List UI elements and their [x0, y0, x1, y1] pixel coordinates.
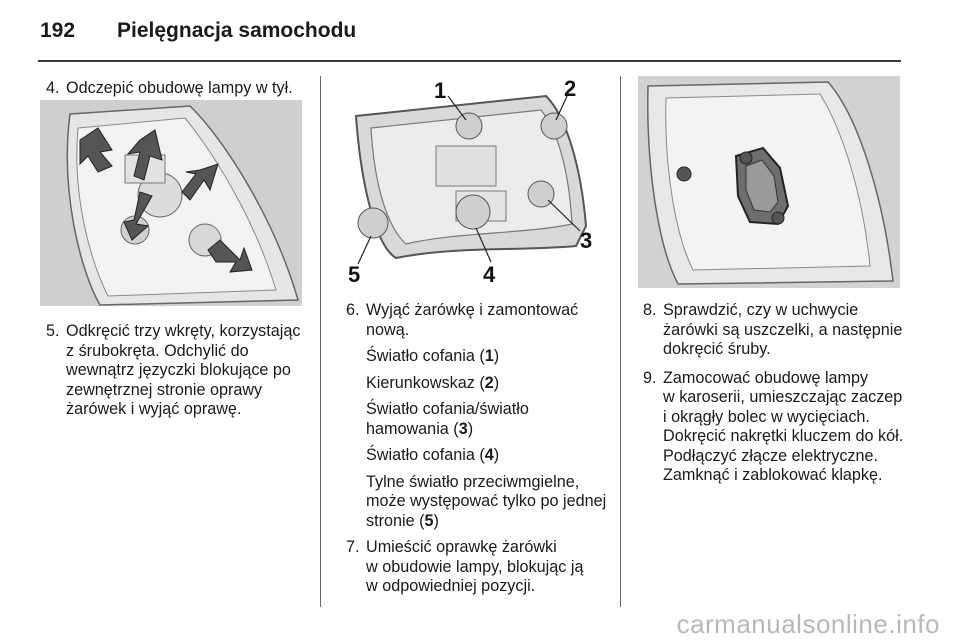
step-4: [46, 79, 314, 99]
column-1-step-4: [46, 79, 314, 99]
step-text-line: Podłączyć złącze elektryczne.: [663, 446, 879, 465]
step-text-line: w odpowiedniej pozycji.: [366, 577, 536, 595]
screw-icon: [772, 212, 784, 224]
column-1-step-5: [46, 322, 318, 420]
step-number: 7.: [346, 538, 360, 556]
watermark: carmanualsonline.info: [676, 609, 940, 639]
bulb-label: stronie (: [366, 511, 425, 530]
bulb-number: 4: [484, 446, 494, 464]
bulb-number: 5: [424, 511, 434, 530]
bulb-icon: [528, 181, 554, 207]
step-text-line: nową.: [366, 320, 410, 339]
bulb-number: 2: [484, 373, 494, 392]
bulb-icon: [358, 208, 388, 238]
figure-label: 2: [564, 76, 577, 101]
bulb-label: Kierunkowskaz (: [366, 373, 485, 392]
bulb-label-end: ): [467, 419, 474, 438]
figure-mounted-holder: [638, 76, 900, 288]
bulb-label-line: może występować tylko po jednej: [366, 492, 607, 510]
step-8: [643, 301, 907, 360]
bulb-icon: [456, 113, 482, 139]
step-text-line: zewnętrznej stronie oprawy: [66, 380, 263, 399]
step-7: [346, 538, 614, 597]
bulb-item-5: [366, 473, 614, 532]
page-number: 192: [40, 19, 76, 42]
bulb-icon: [456, 195, 490, 229]
bulb-label-end: ): [493, 347, 500, 365]
step-text-line: żarówki są uszczelki, a następnie: [663, 320, 903, 339]
page-title: Pielęgnacja samochodu: [117, 19, 357, 42]
step-text-line: dokręcić śruby.: [663, 340, 771, 358]
bulb-number: 3: [458, 419, 468, 438]
bulb-item-3: [366, 400, 614, 439]
bulb-item-4: [366, 446, 614, 466]
step-text-line: Zamocować obudowę lampy: [663, 368, 869, 387]
bulb-label-end: ): [433, 511, 439, 530]
figure-label: 1: [434, 78, 447, 103]
step-text-line: żarówek i wyjąć oprawę.: [66, 400, 242, 418]
step-6: [346, 301, 614, 340]
figure-label: 4: [483, 262, 496, 286]
step-9: [643, 369, 907, 486]
column-2-steps: [346, 301, 614, 597]
step-text-line: Zamknąć i zablokować klapkę.: [663, 466, 883, 484]
bulb-label-end: ): [493, 373, 500, 392]
step-text-line: z śrubokręta. Odchylić do: [66, 341, 249, 360]
figure-label: 5: [348, 262, 361, 286]
bulb-label-line: Światło cofania/światło: [366, 400, 529, 418]
column-3-steps: [643, 301, 907, 486]
step-text-line: w karoserii, umieszczając zaczep: [663, 388, 903, 406]
bulb-label: hamowania (: [366, 419, 459, 438]
bulb-label-end: ): [493, 446, 500, 464]
bulb-number: 1: [484, 347, 494, 365]
step-text: Odczepić obudowę lampy w tył.: [66, 79, 293, 97]
bulb-label: Światło cofania (: [366, 446, 485, 464]
step-text-line: Odkręcić trzy wkręty, korzystając: [66, 322, 301, 340]
step-number: 8.: [643, 301, 657, 319]
bulb-item-1: [366, 347, 614, 367]
step-text-line: w obudowie lampy, blokując ją: [366, 557, 584, 576]
step-text-line: wewnątrz języczki blokujące po: [66, 361, 291, 379]
page-header: [0, 0, 960, 62]
step-text-line: Sprawdzić, czy w uchwycie: [663, 301, 859, 319]
figure-lamp-housing-arrows: [40, 100, 302, 306]
step-text-line: Dokręcić nakrętki kluczem do kół.: [663, 427, 904, 445]
step-text-line: Umieścić oprawkę żarówki: [366, 538, 557, 556]
step-number: 6.: [346, 301, 360, 319]
bulb-item-2: [366, 374, 614, 394]
figure-label: 3: [580, 228, 593, 253]
step-number: 5.: [46, 322, 60, 340]
step-5: [46, 322, 318, 420]
screw-icon: [677, 167, 691, 181]
step-number: 9.: [643, 368, 657, 387]
header-rule: [38, 60, 901, 62]
step-number: 4.: [46, 79, 60, 97]
column-divider-right: [620, 76, 621, 607]
screw-icon: [740, 152, 752, 164]
bulb-label: Światło cofania (: [366, 347, 485, 365]
column-divider-left: [320, 76, 321, 607]
step-text-line: i okrągły bolec w wycięciach.: [663, 407, 870, 426]
figure-bulb-holder: [336, 76, 604, 286]
step-text-line: Wyjąć żarówkę i zamontować: [366, 301, 579, 319]
bulb-icon: [541, 113, 567, 139]
bulb-label-line: Tylne światło przeciwmgielne,: [366, 472, 580, 491]
